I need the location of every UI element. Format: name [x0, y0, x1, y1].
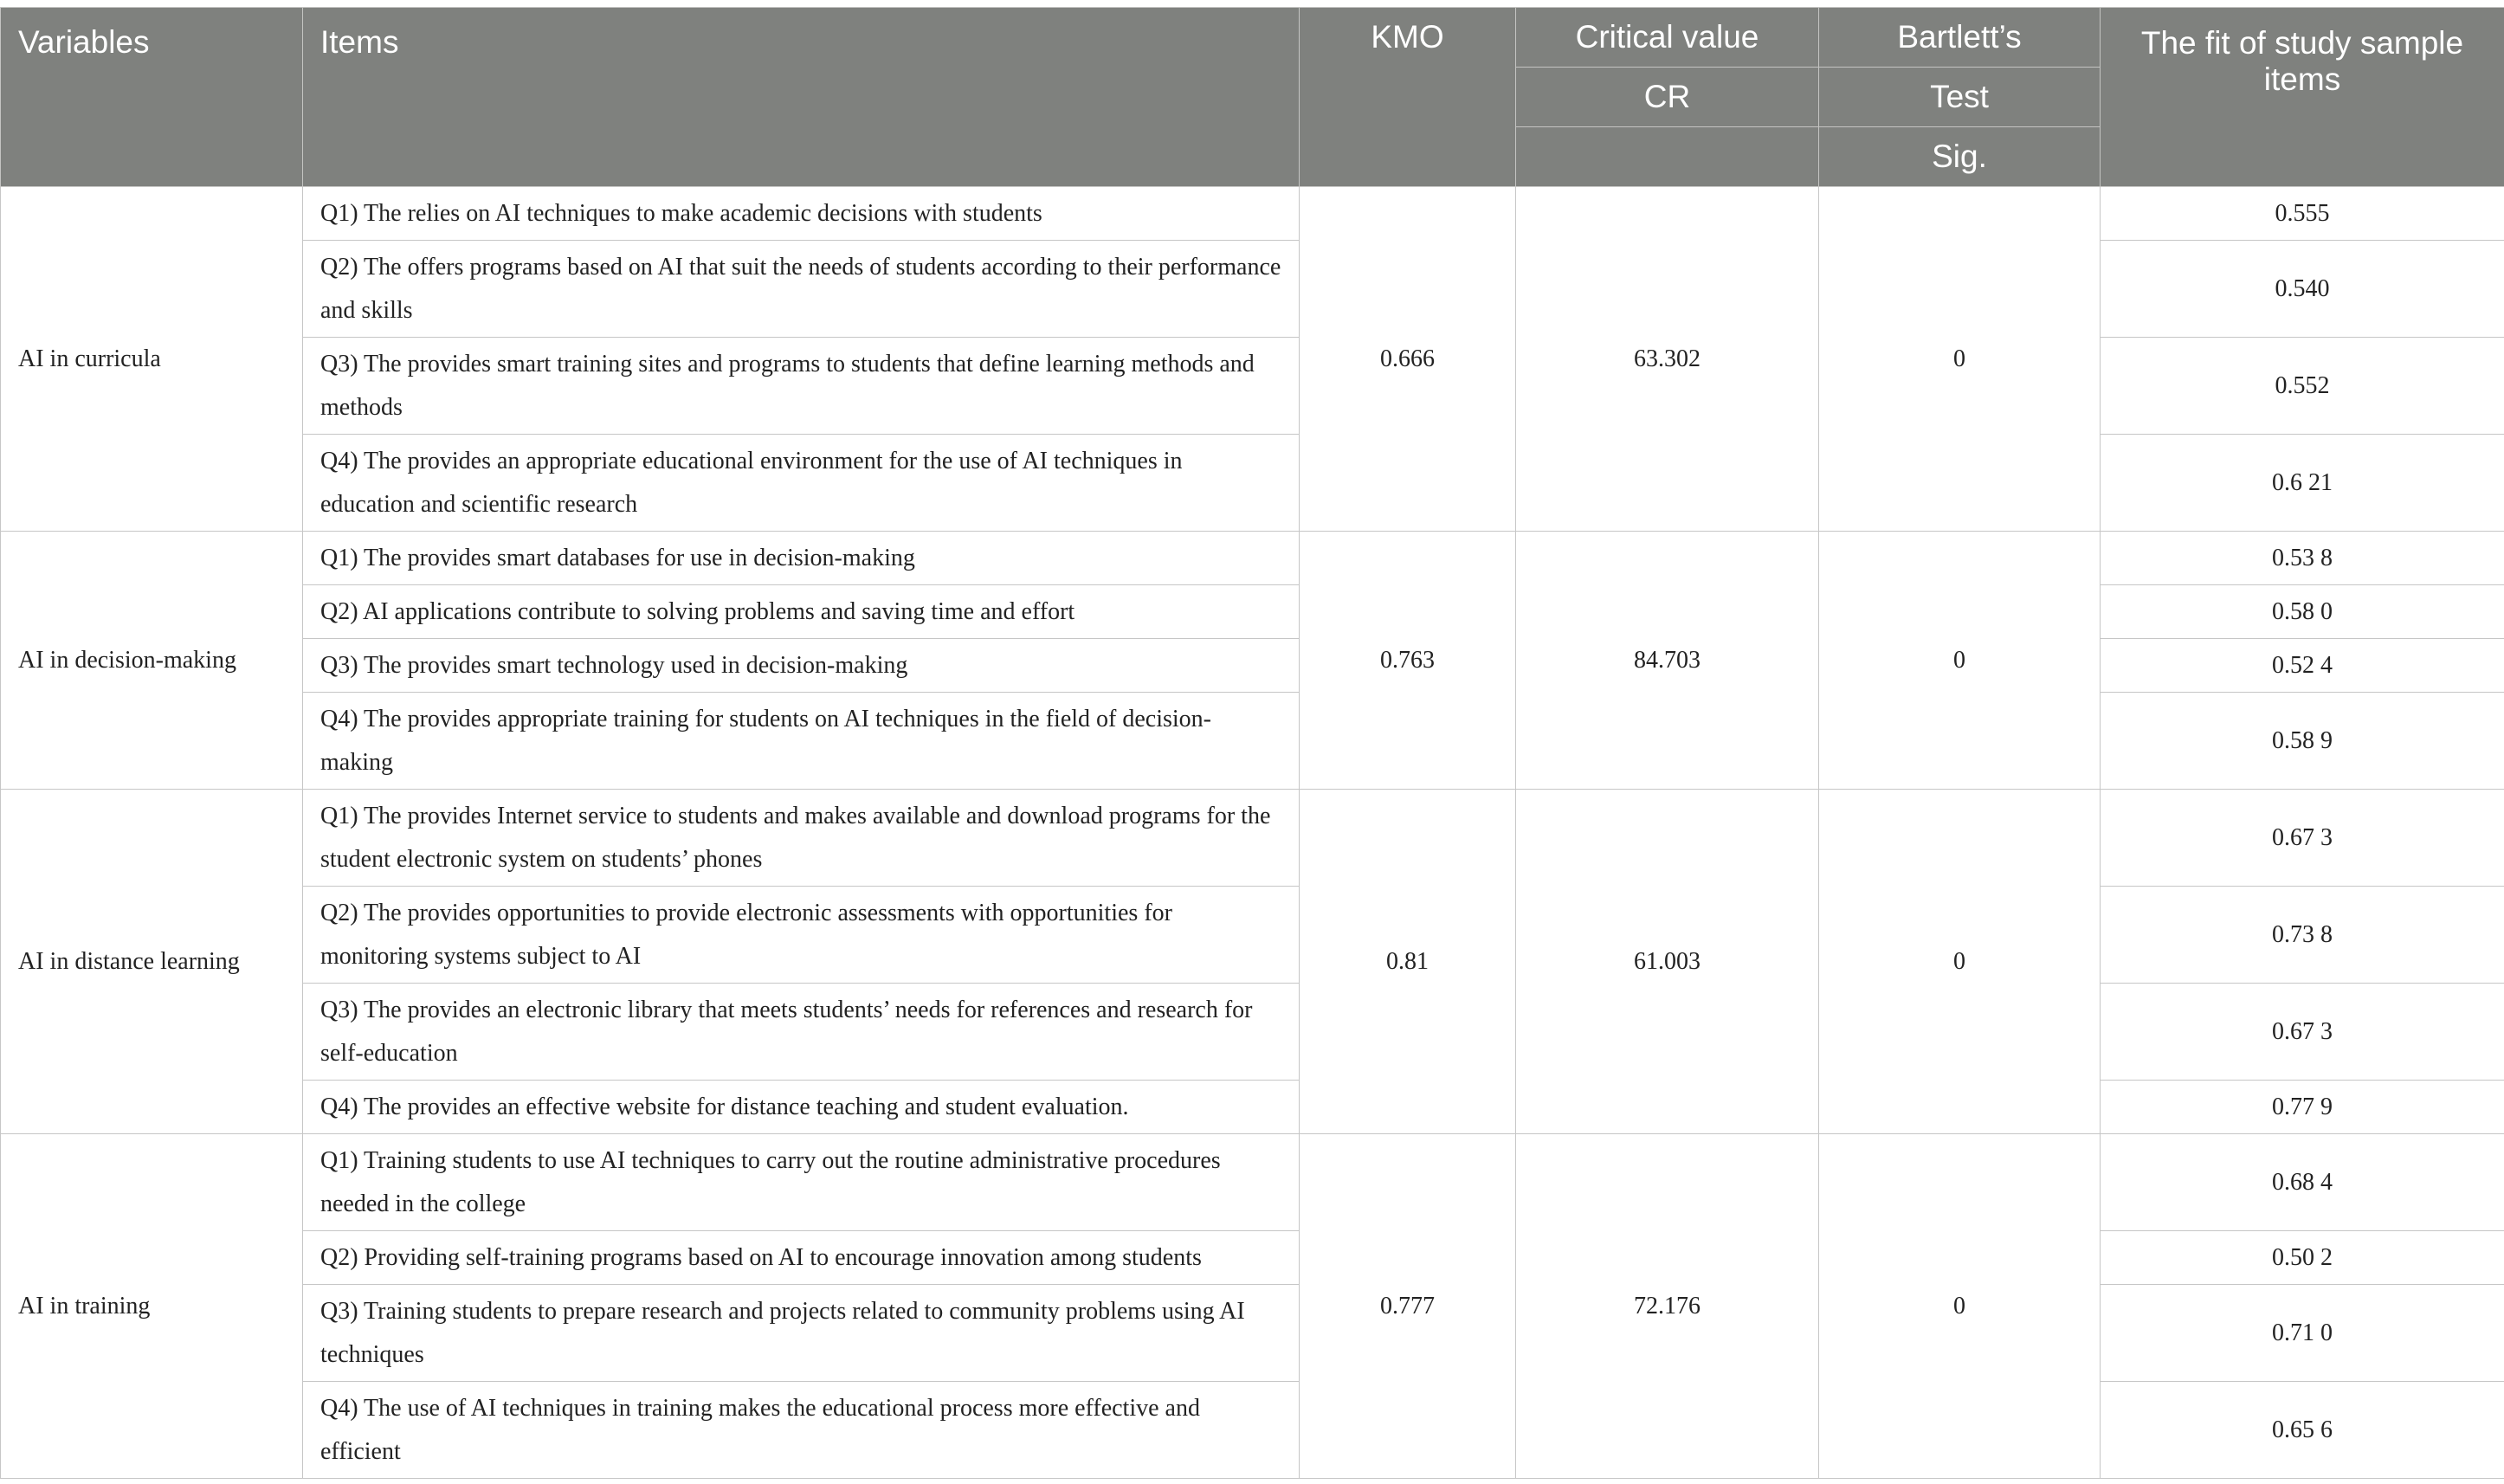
item-cell: Q4) The provides appropriate training for students on AI techniques in the field of decision-making — [303, 693, 1300, 790]
table-row — [1, 241, 2504, 338]
table-row — [1, 435, 2504, 532]
header-fit: The fit of study sample items — [2101, 8, 2504, 187]
variable-cell: AI in curricula — [1, 187, 303, 532]
header-sig: Sig. — [1819, 127, 2101, 187]
item-cell: Q3) The provides smart technology used in decision-making — [303, 639, 1300, 693]
item-cell: Q2) AI applications contribute to solving problems and saving time and effort — [303, 585, 1300, 639]
table-row — [1, 1134, 2504, 1231]
fit-cell: 0.552 — [2101, 338, 2504, 435]
table-row — [1, 1081, 2504, 1134]
item-cell: Q1) The provides smart databases for use in decision-making — [303, 532, 1300, 585]
kmo-cell: 0.777 — [1300, 1134, 1516, 1479]
fit-cell: 0.73 8 — [2101, 887, 2504, 984]
item-cell: Q2) The offers programs based on AI that suit the needs of students according to their performance and skills — [303, 241, 1300, 338]
fit-cell: 0.58 9 — [2101, 693, 2504, 790]
sig-cell: 0 — [1819, 187, 2101, 532]
header-cr: CR — [1516, 68, 1819, 127]
sig-cell: 0 — [1819, 1134, 2101, 1479]
sig-cell: 0 — [1819, 532, 2101, 790]
item-cell: Q1) Training students to use AI techniques to carry out the routine administrative procedures needed in the college — [303, 1134, 1300, 1231]
fit-cell: 0.77 9 — [2101, 1081, 2504, 1134]
header-items: Items — [303, 8, 1300, 187]
item-cell: Q3) Training students to prepare research and projects related to community problems using AI techniques — [303, 1285, 1300, 1382]
fit-cell: 0.52 4 — [2101, 639, 2504, 693]
fit-cell: 0.67 3 — [2101, 790, 2504, 887]
header-variables: Variables — [1, 8, 303, 187]
table-row — [1, 187, 2504, 241]
fit-cell: 0.65 6 — [2101, 1382, 2504, 1479]
kmo-bartlett-table — [0, 7, 2504, 1479]
variable-cell: AI in training — [1, 1134, 303, 1479]
variable-cell: AI in decision-making — [1, 532, 303, 790]
fit-cell: 0.540 — [2101, 241, 2504, 338]
table-row — [1, 1285, 2504, 1382]
fit-cell: 0.58 0 — [2101, 585, 2504, 639]
variable-cell: AI in distance learning — [1, 790, 303, 1134]
cr-cell: 63.302 — [1516, 187, 1819, 532]
item-cell: Q1) The provides Internet service to students and makes available and download programs for the student electronic system on students’ phones — [303, 790, 1300, 887]
item-cell: Q4) The provides an appropriate educational environment for the use of AI techniques in education and scientific research — [303, 435, 1300, 532]
fit-cell: 0.68 4 — [2101, 1134, 2504, 1231]
kmo-cell: 0.666 — [1300, 187, 1516, 532]
table-row — [1, 790, 2504, 887]
header-cr-blank — [1516, 127, 1819, 187]
item-cell: Q2) Providing self-training programs based on AI to encourage innovation among students — [303, 1231, 1300, 1285]
header-test: Test — [1819, 68, 2101, 127]
table-row — [1, 887, 2504, 984]
item-cell: Q3) The provides smart training sites and programs to students that define learning methods and methods — [303, 338, 1300, 435]
header-critical-value: Critical value — [1516, 8, 1819, 68]
cr-cell: 61.003 — [1516, 790, 1819, 1134]
item-cell: Q1) The relies on AI techniques to make academic decisions with students — [303, 187, 1300, 241]
fit-cell: 0.67 3 — [2101, 984, 2504, 1081]
sig-cell: 0 — [1819, 790, 2101, 1134]
item-cell: Q4) The use of AI techniques in training makes the educational process more effective and efficient — [303, 1382, 1300, 1479]
table-row — [1, 338, 2504, 435]
table-row — [1, 984, 2504, 1081]
item-cell: Q2) The provides opportunities to provide electronic assessments with opportunities for monitoring systems subject to AI — [303, 887, 1300, 984]
item-cell: Q4) The provides an effective website for distance teaching and student evaluation. — [303, 1081, 1300, 1134]
table-row — [1, 532, 2504, 585]
header-kmo: KMO — [1300, 8, 1516, 187]
item-cell: Q3) The provides an electronic library that meets students’ needs for references and research for self-education — [303, 984, 1300, 1081]
table-row — [1, 639, 2504, 693]
fit-cell: 0.6 21 — [2101, 435, 2504, 532]
fit-cell: 0.53 8 — [2101, 532, 2504, 585]
cr-cell: 72.176 — [1516, 1134, 1819, 1479]
header-bartlett: Bartlett’s — [1819, 8, 2101, 68]
fit-cell: 0.71 0 — [2101, 1285, 2504, 1382]
kmo-cell: 0.763 — [1300, 532, 1516, 790]
table-row — [1, 1231, 2504, 1285]
kmo-cell: 0.81 — [1300, 790, 1516, 1134]
table-row — [1, 585, 2504, 639]
table-row — [1, 1382, 2504, 1479]
table-header — [1, 8, 2504, 187]
fit-cell: 0.555 — [2101, 187, 2504, 241]
cr-cell: 84.703 — [1516, 532, 1819, 790]
table-body — [1, 187, 2504, 1479]
table-row — [1, 693, 2504, 790]
fit-cell: 0.50 2 — [2101, 1231, 2504, 1285]
